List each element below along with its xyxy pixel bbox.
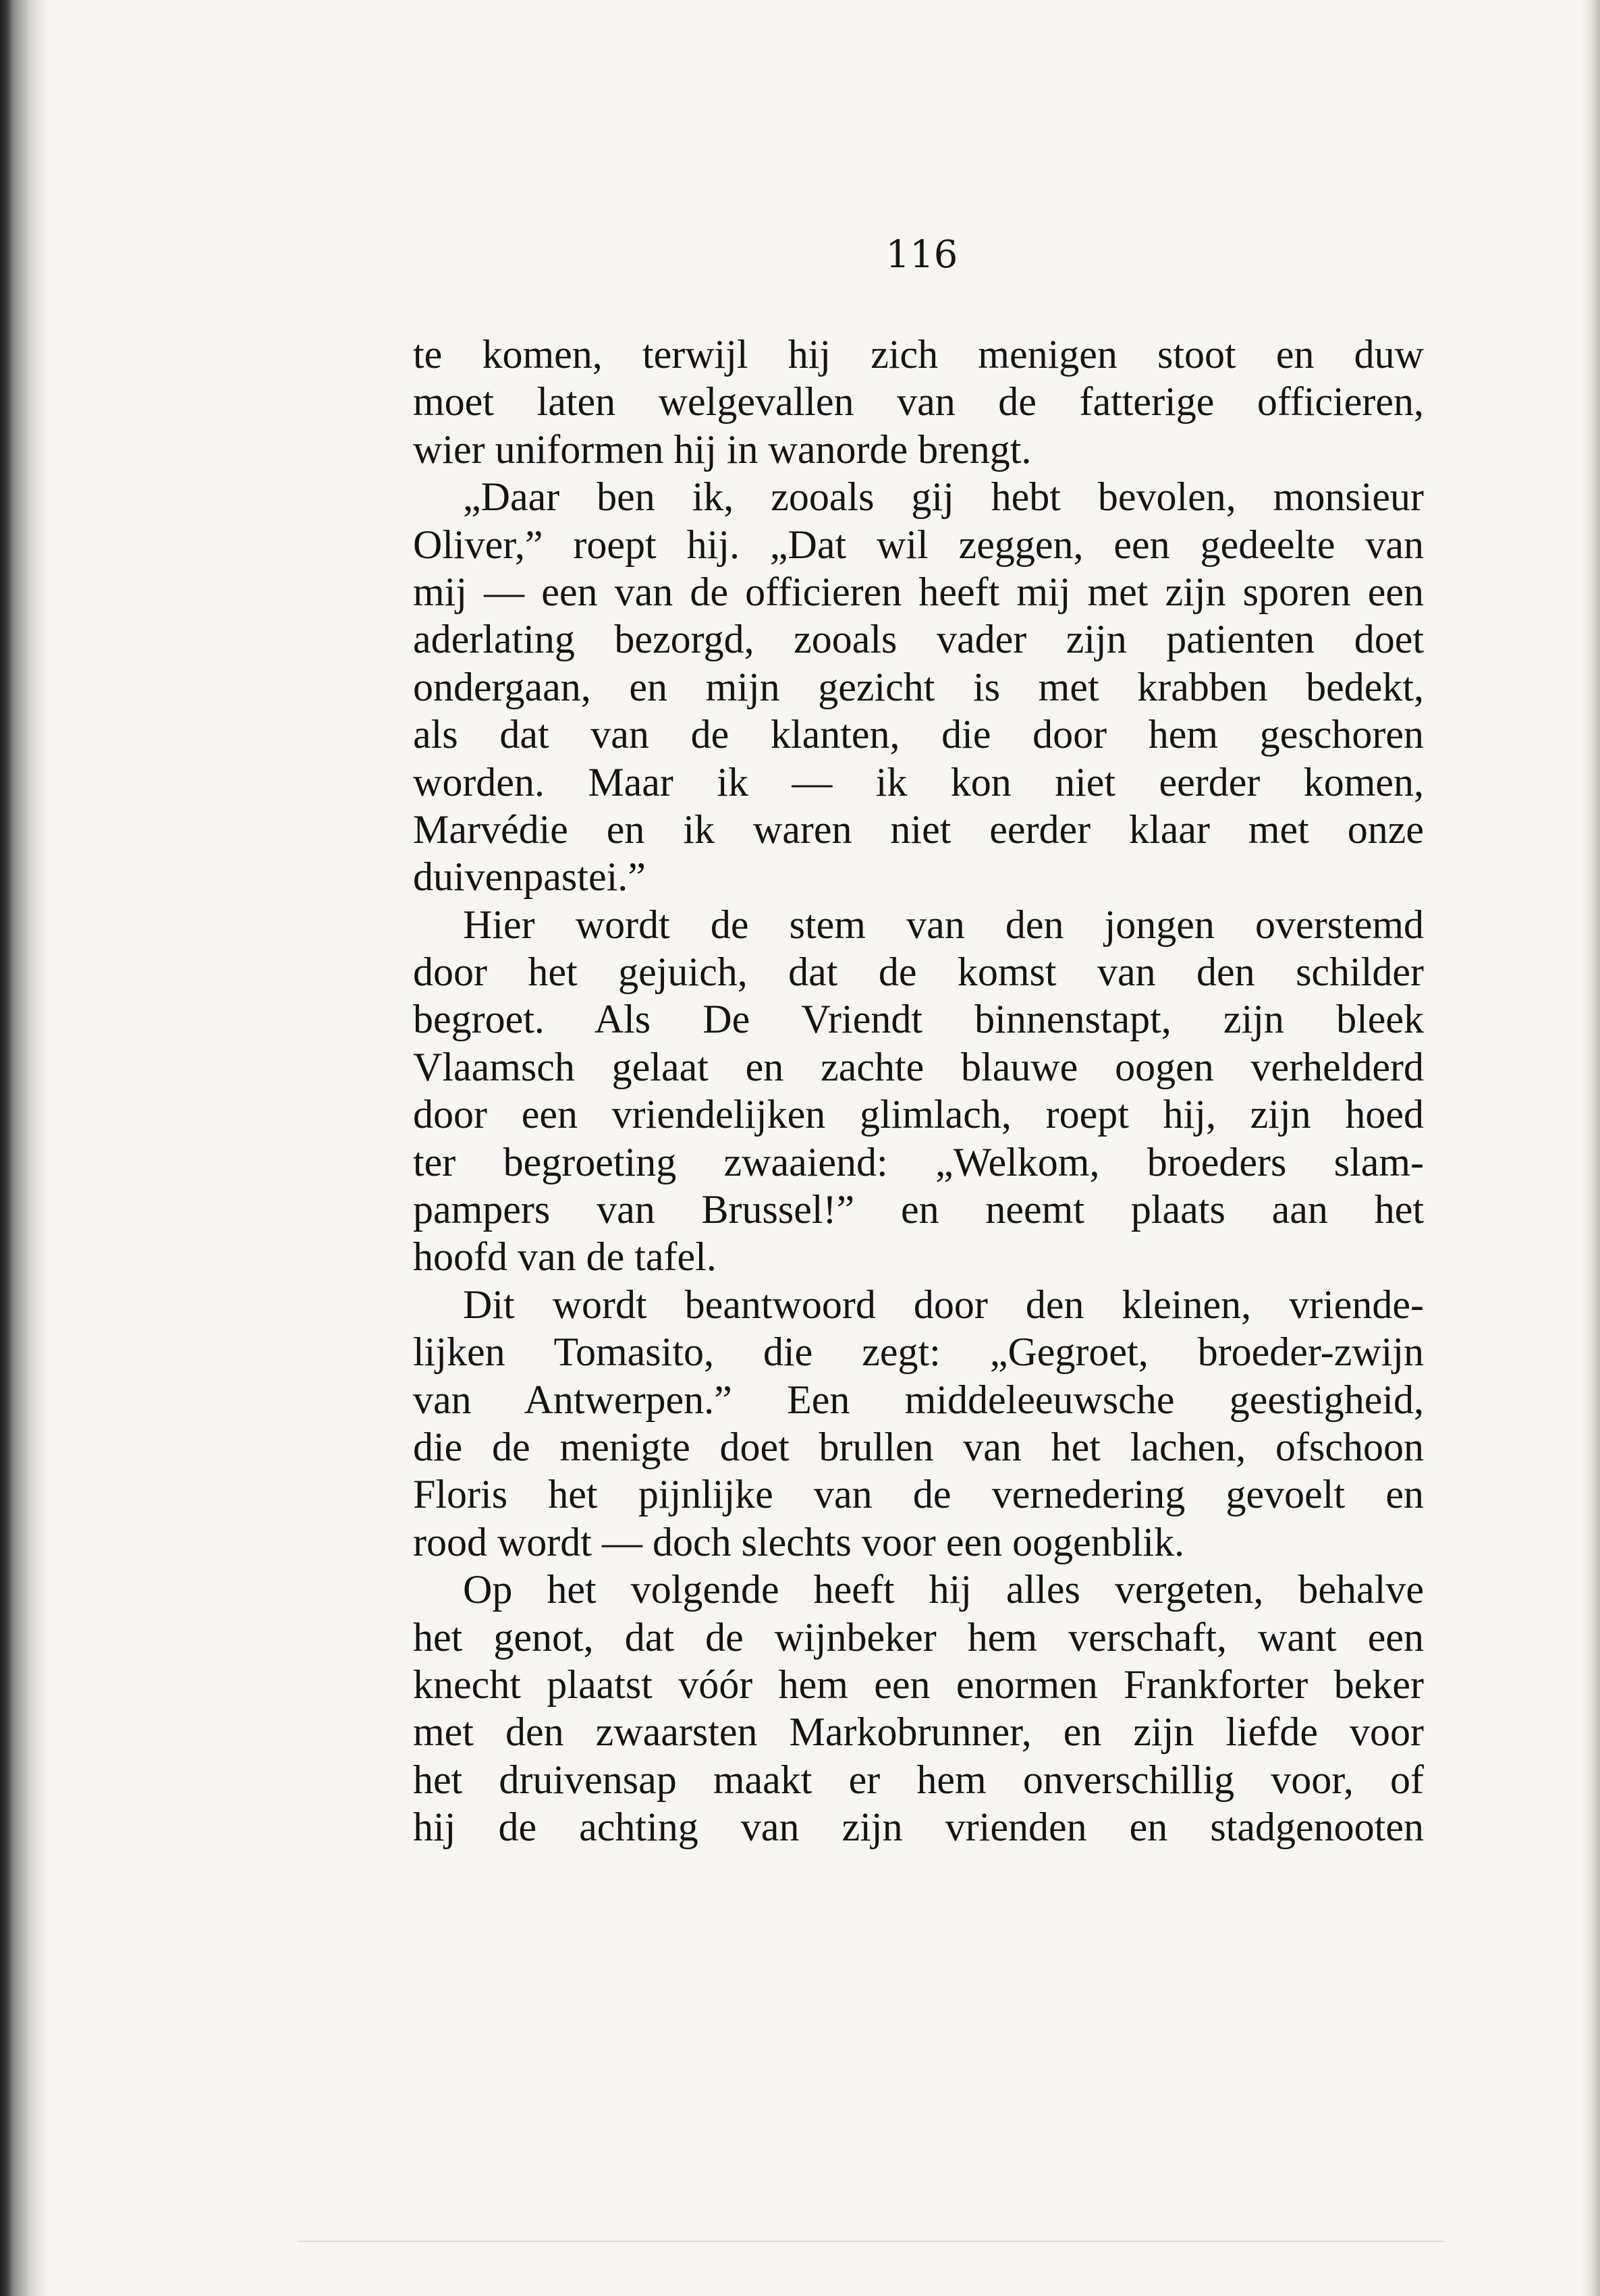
- text-line: Dit wordt beantwoord door den kleinen, vriende-: [463, 1282, 1424, 1327]
- text-line: die de menigte doet brullen van het lachen, ofschoon: [413, 1424, 1424, 1469]
- body-text: [413, 331, 1424, 1851]
- text-line: het genot, dat de wijnbeker hem verschaft, want een: [413, 1614, 1424, 1660]
- text-line: van Antwerpen.” Een middeleeuwsche geestigheid,: [413, 1377, 1424, 1422]
- text-line: ondergaan, en mijn gezicht is met krabben bedekt,: [413, 664, 1424, 709]
- text-line: ter begroeting zwaaiend: „Welkom, broeders slam-: [413, 1139, 1424, 1184]
- text-line: Op het volgende heeft hij alles vergeten, behalve: [463, 1567, 1424, 1612]
- text-line: met den zwaarsten Markobrunner, en zijn liefde voor: [413, 1710, 1424, 1755]
- text-line: pampers van Brussel!” en neemt plaats aan het: [413, 1187, 1424, 1232]
- text-line: moet laten welgevallen van de fatterige officieren,: [413, 379, 1424, 425]
- text-line: hoofd van de tafel.: [413, 1234, 717, 1280]
- text-line: hij de achting van zijn vrienden en stadgenooten: [413, 1805, 1424, 1850]
- text-line: als dat van de klanten, die door hem geschoren: [413, 712, 1424, 757]
- text-line: begroet. Als De Vriendt binnenstapt, zijn bleek: [413, 997, 1424, 1042]
- text-line: „Daar ben ik, zooals gij hebt bevolen, monsieur: [463, 474, 1424, 520]
- text-line: aderlating bezorgd, zooals vader zijn patienten doet: [413, 617, 1424, 662]
- text-line: het druivensap maakt er hem onverschillig voor, of: [413, 1757, 1424, 1802]
- text-line: lijken Tomasito, die zegt: „Gegroet, broeder-zwijn: [413, 1330, 1424, 1375]
- text-line: mij — een van de officieren heeft mij met zijn sporen een: [413, 569, 1424, 614]
- text-line: rood wordt — doch slechts voor een oogenblik.: [413, 1519, 1185, 1564]
- text-line: duivenpastei.”: [413, 854, 646, 900]
- page-number: 116: [885, 233, 958, 277]
- text-line: knecht plaatst vóór hem een enormen Frankforter beker: [413, 1662, 1424, 1707]
- text-line: Oliver,” roept hij. „Dat wil zeggen, een gedeelte van: [413, 522, 1424, 567]
- text-line: wier uniformen hij in wanorde brengt.: [413, 427, 1032, 472]
- text-line: Floris het pijnlijke van de vernedering gevoelt en: [413, 1472, 1424, 1517]
- text-line: Vlaamsch gelaat en zachte blauwe oogen verhelderd: [413, 1044, 1424, 1089]
- text-line: Marvédie en ik waren niet eerder klaar met onze: [413, 807, 1424, 852]
- scan-edge-left: [0, 0, 47, 2296]
- text-line: worden. Maar ik — ik kon niet eerder komen,: [413, 759, 1424, 804]
- bottom-rule: [297, 2241, 1444, 2242]
- scan-edge-right: [1581, 0, 1600, 2296]
- text-line: te komen, terwijl hij zich menigen stoot en duw: [413, 332, 1424, 377]
- text-line: door een vriendelijken glimlach, roept hij, zijn hoed: [413, 1092, 1424, 1137]
- text-line: Hier wordt de stem van den jongen overstemd: [463, 902, 1424, 947]
- text-line: door het gejuich, dat de komst van den schilder: [413, 950, 1424, 995]
